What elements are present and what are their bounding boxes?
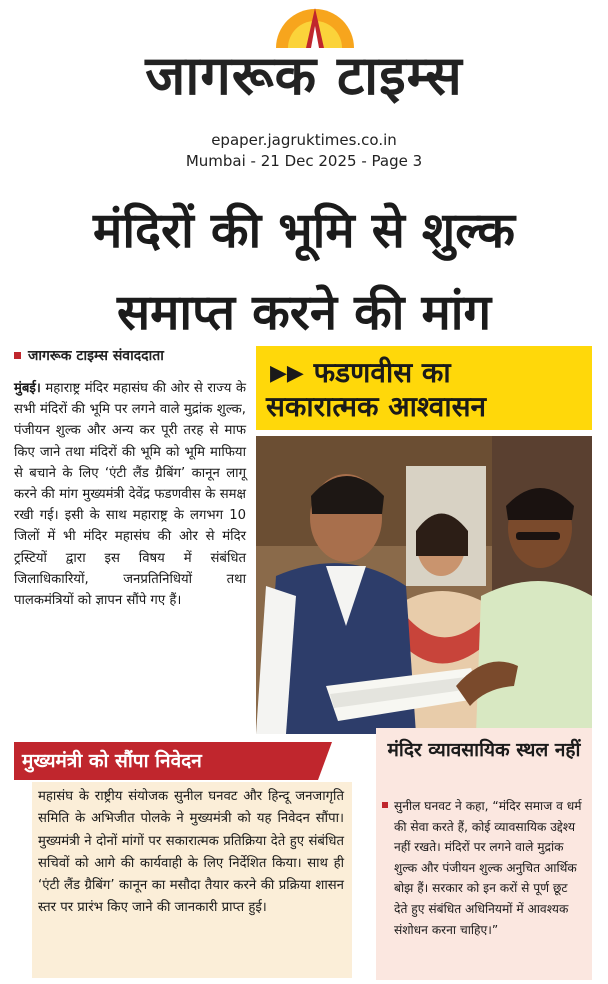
publication-info: [0, 130, 608, 172]
bullet-square-icon: [382, 802, 388, 808]
headline-line-2: समाप्त करने की मांग: [116, 284, 492, 341]
quote-box-heading: मंदिर व्यावसायिक स्थल नहीं: [387, 739, 581, 761]
quote-box-body: सुनील घनवट ने कहा, “मंदिर समाज व धर्म की सेवा करते हैं, कोई व्यावसायिक उद्देश्य नहीं रखते। मंदिरों पर लगने वाले मुद्रांक शुल्क और पंजीयन शुल्क अनुचित आर्थिक बोझ हैं। सरकार को इन करों से पूर्ण छूट देते हुए संबंधित अधिनियमों में आवश्यक संशोधन करना चाहिए।”: [394, 799, 582, 937]
dateline: मुंबई।: [14, 381, 41, 396]
side-headline-line-2: सकारात्मक आश्वासन: [266, 390, 487, 423]
byline-square-icon: [14, 352, 21, 359]
article-headline: [0, 190, 608, 354]
epaper-url[interactable]: epaper.jagruktimes.co.in: [211, 131, 397, 149]
masthead-logo-text: जागरूक टाइम्स: [145, 44, 463, 107]
edition-date-page: Mumbai - 21 Dec 2025 - Page 3: [185, 152, 423, 170]
article-body: [14, 378, 246, 611]
double-arrow-icon: ▶▶: [270, 361, 304, 386]
masthead: [0, 0, 608, 180]
side-headline-box: [256, 346, 592, 430]
photo-illustration: [256, 436, 592, 734]
section-cm-body: महासंघ के राष्ट्रीय संयोजक सुनील घनवट और हिन्दू जनजागृति समिति के अभिजीत पोलके ने मुख्यमंत्री को यह निवेदन सौंपा। मुख्यमंत्री ने दोनों मांगों पर सकारात्मक प्रतिक्रिया देते हुए संबंधित सचिवों को आगे की कार्यवाही के लिए निर्देशित किया। साथ ही ‘एंटी लैंड ग्रैबिंग’ कानून का मसौदा तैयार करने की प्रक्रिया शासन स्तर पर प्रारंभ किए जाने की जानकारी प्राप्त हुई।: [38, 789, 344, 916]
quote-box: [376, 728, 592, 980]
news-photo: [256, 436, 592, 734]
section-heading-cm-text: मुख्यमंत्री को सौंपा निवेदन: [22, 750, 202, 772]
byline: [14, 346, 264, 365]
sunrise-logo-icon: [272, 4, 358, 48]
side-headline-line-1: ▶▶ फडणवीस का: [270, 356, 451, 389]
section-cm-box: [32, 782, 352, 978]
article-body-text: महाराष्ट्र मंदिर महासंघ की ओर से राज्य के सभी मंदिरों की भूमि पर लगने वाले मुद्रांक शुल्क, पंजीयन शुल्क और अन्य कर पूरी तरह से माफ किए जाने तथा मंदिरों की भूमि को भूमि माफिया से बचाने के लिए ‘एंटी लैंड ग्रैबिंग’ कानून लागू करने की मांग मुख्यमंत्री देवेंद्र फडणवीस के समक्ष रखी गई। इसी के साथ महाराष्ट्र के लगभग 10 जिलों में भी मंदिर महासंघ की ओर से मंदिर ट्रस्टियों द्वारा इस विषय में संबंधित जिलाधिकारियों, जनप्रतिनिधियों तथा पालकमंत्रियों को ज्ञापन सौंपे गए हैं।: [14, 381, 246, 609]
section-heading-cm: [14, 742, 332, 780]
headline-line-1: मंदिरों की भूमि से शुल्क: [93, 202, 515, 259]
byline-text: जागरूक टाइम्स संवाददाता: [28, 348, 164, 364]
